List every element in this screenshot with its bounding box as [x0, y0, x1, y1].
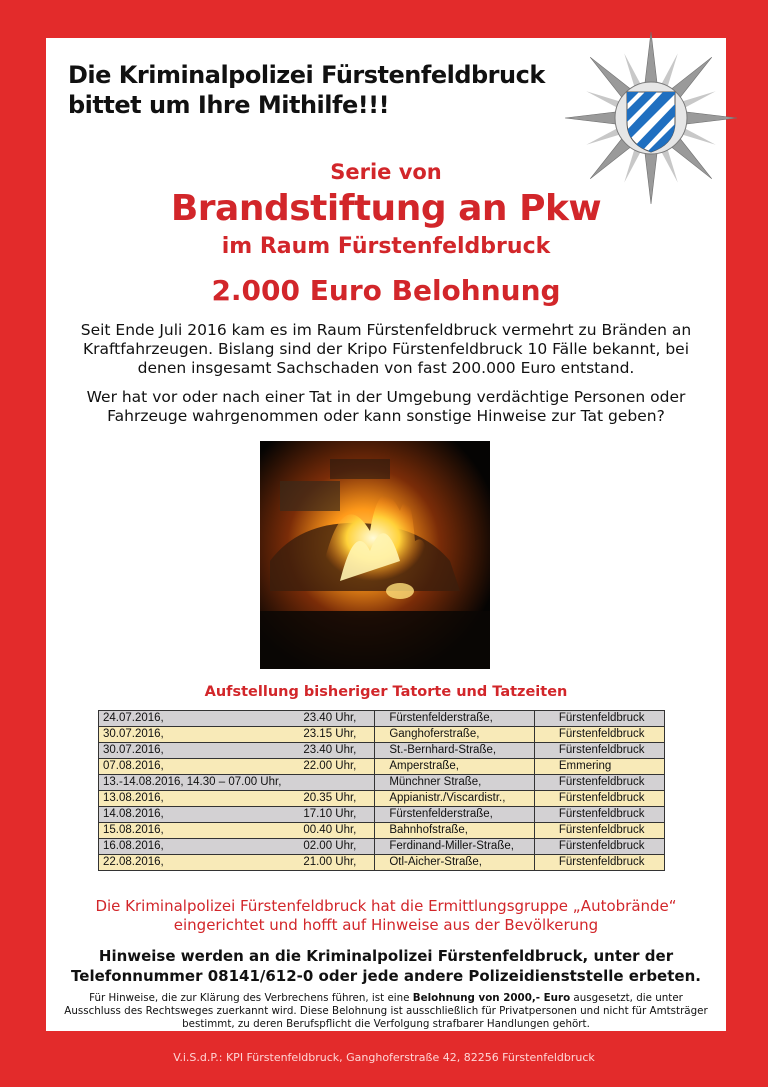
- table-row: [99, 823, 665, 839]
- cell-date: 14.08.2016,: [99, 807, 286, 823]
- cell-street: Fürstenfelderstraße,: [375, 711, 535, 727]
- table-title: Aufstellung bisheriger Tatorte und Tatzeiten: [204, 684, 568, 700]
- cell-street: Bahnhofstraße,: [375, 823, 535, 839]
- question-paragraph: Wer hat vor oder nach einer Tat in der Umgebung verdächtige Personen oder Fahrzeuge wahrgenommen oder kann sonstige Hinweise zur Tat geben?: [86, 388, 686, 425]
- cell-date: 16.08.2016,: [99, 839, 286, 855]
- table-row: [99, 855, 665, 871]
- table-row: [99, 839, 665, 855]
- contact-info: [66, 946, 706, 986]
- table-row: [99, 743, 665, 759]
- table-row: [99, 711, 665, 727]
- cell-street: Otl-Aicher-Straße,: [375, 855, 535, 871]
- cell-time: 23.40 Uhr,: [285, 743, 374, 759]
- cell-time: 22.00 Uhr,: [285, 759, 374, 775]
- cell-town: Fürstenfeldbruck: [534, 855, 664, 871]
- cell-town: Fürstenfeldbruck: [534, 807, 664, 823]
- cell-town: Fürstenfeldbruck: [534, 727, 664, 743]
- headline-line-1: Die Kriminalpolizei Fürstenfeldbruck: [68, 61, 545, 89]
- burning-car-photo: [260, 441, 490, 669]
- table-row: [99, 807, 665, 823]
- cell-time: 23.15 Uhr,: [285, 727, 374, 743]
- cell-street: Amperstraße,: [375, 759, 535, 775]
- legal-text-2: ausgesetzt, die unter Ausschluss des Rechtsweges zuerkannt wird. Diese Belohnung ist ausschließlich für Privatpersonen und nicht für Amtsträger bestimmt, zu deren Berufspflicht die Verfolgung strafbarer Handlungen gehört.: [64, 992, 708, 1030]
- reward-heading: 2.000 Euro Belohnung: [211, 274, 561, 307]
- cell-time: 17.10 Uhr,: [285, 807, 374, 823]
- cell-date: 15.08.2016,: [99, 823, 286, 839]
- cell-date: 07.08.2016,: [99, 759, 286, 775]
- legal-notice: [62, 992, 710, 1031]
- cell-date: 22.08.2016,: [99, 855, 286, 871]
- cell-time: 20.35 Uhr,: [285, 791, 374, 807]
- cell-date: 13.08.2016,: [99, 791, 286, 807]
- cell-street: St.-Bernhard-Straße,: [375, 743, 535, 759]
- title-main: Brandstiftung an Pkw: [170, 188, 602, 229]
- cell-town: Fürstenfeldbruck: [534, 823, 664, 839]
- contact-line-2: Telefonnummer 08141/612-0 oder jede andere Polizeidienststelle erbeten.: [71, 967, 701, 985]
- cell-time: 23.40 Uhr,: [285, 711, 374, 727]
- cell-town: Fürstenfeldbruck: [534, 839, 664, 855]
- cell-street: Ganghoferstraße,: [375, 727, 535, 743]
- poster-sheet: [46, 38, 726, 1031]
- headline-line-2: bittet um Ihre Mithilfe!!!: [68, 91, 390, 119]
- table-row: [99, 791, 665, 807]
- legal-reward-bold: Belohnung von 2000,- Euro: [412, 992, 571, 1004]
- cell-time: [285, 775, 374, 791]
- cell-town: Emmering: [534, 759, 664, 775]
- title-area: im Raum Fürstenfeldbruck: [221, 234, 551, 259]
- title-series: Serie von: [330, 160, 442, 184]
- cell-time: 21.00 Uhr,: [285, 855, 374, 871]
- notice-line-1: Die Kriminalpolizei Fürstenfeldbruck hat die Ermittlungsgruppe „Autobrände“: [95, 897, 677, 915]
- cell-time: 02.00 Uhr,: [285, 839, 374, 855]
- legal-text-1: Für Hinweise, die zur Klärung des Verbrechens führen, ist eine: [89, 992, 413, 1004]
- imprint-footer: V.i.S.d.P.: KPI Fürstenfeldbruck, Ganghoferstraße 42, 82256 Fürstenfeldbruck: [173, 1051, 595, 1064]
- table-row: [99, 775, 665, 791]
- incident-table: [98, 710, 665, 871]
- table-row: [99, 727, 665, 743]
- cell-date: 13.-14.08.2016, 14.30 – 07.00 Uhr,: [99, 775, 286, 791]
- cell-time: 00.40 Uhr,: [285, 823, 374, 839]
- cell-town: Fürstenfeldbruck: [534, 711, 664, 727]
- cell-date: 24.07.2016,: [99, 711, 286, 727]
- cell-town: Fürstenfeldbruck: [534, 775, 664, 791]
- headline: [68, 60, 545, 120]
- intro-paragraph: Seit Ende Juli 2016 kam es im Raum Fürstenfeldbruck vermehrt zu Bränden an Kraftfahrzeugen. Bislang sind der Kripo Fürstenfeldbruck 10 Fälle bekannt, bei denen insgesamt Sachschaden von fast 200.000 Euro entstand.: [80, 321, 692, 377]
- cell-street: Ferdinand-Miller-Straße,: [375, 839, 535, 855]
- table-row: [99, 759, 665, 775]
- cell-town: Fürstenfeldbruck: [534, 791, 664, 807]
- cell-town: Fürstenfeldbruck: [534, 743, 664, 759]
- cell-street: Münchner Straße,: [375, 775, 535, 791]
- notice-line-2: eingerichtet und hofft auf Hinweise aus der Bevölkerung: [173, 916, 599, 934]
- cell-date: 30.07.2016,: [99, 743, 286, 759]
- cell-date: 30.07.2016,: [99, 727, 286, 743]
- cell-street: Fürstenfelderstraße,: [375, 807, 535, 823]
- investigation-notice: [66, 897, 706, 935]
- contact-line-1: Hinweise werden an die Kriminalpolizei Fürstenfeldbruck, unter der: [98, 947, 674, 965]
- cell-street: Appianistr./Viscardistr.,: [375, 791, 535, 807]
